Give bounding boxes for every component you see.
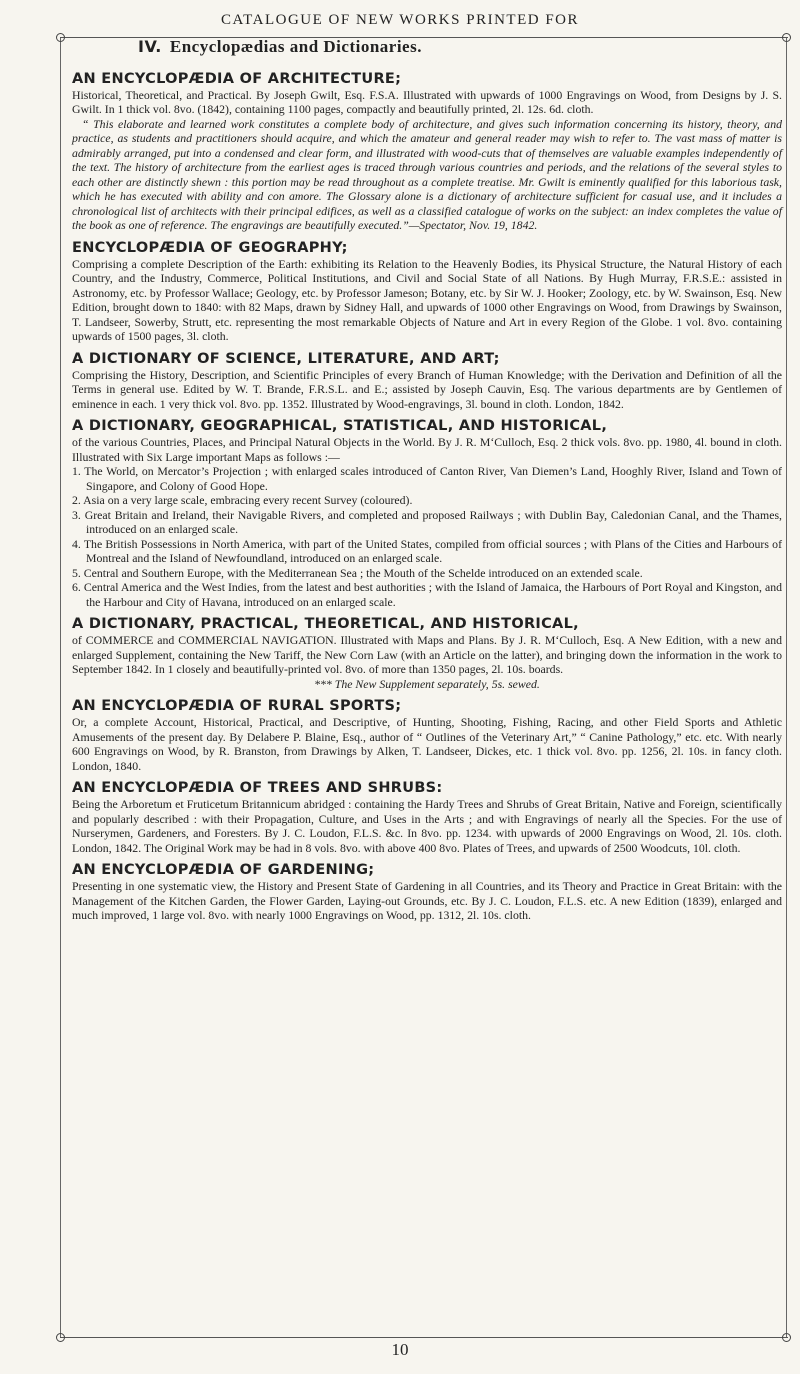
list-item: 5. Central and Southern Europe, with the Mediterranean Sea ; the Mouth of the Schelde introduced on an extended scale. <box>72 565 643 580</box>
entry-title: A DICTIONARY, PRACTICAL, THEORETICAL, AND HISTORICAL, <box>72 616 579 632</box>
corner-ornament <box>56 33 65 42</box>
entry-body: Being the Arboretum et Fruticetum Britannicum abridged : containing the Hardy Trees and Shrubs of Great Britain, Native and Foreign, scientifically and popularly described : with their Propagation, Culture, and Uses in the Arts ; and with Engravings of nearly all the Species. For the use of Nurserymen, Gardeners, and Foresters. By J. C. Loudon, F.L.S. &c. In 8vo. pp. 1234. with upwards of 2000 Engravings on Wood, 2l. 10s. cloth. London, 1842. The Original Work may be had in 8 vols. 8vo. with above 400 8vo. Plates of Trees, and upwards of 2500 Woodcuts, 10l. cloth. <box>72 797 782 855</box>
bottom-rule <box>60 1337 788 1338</box>
catalogue-content <box>72 37 782 930</box>
entry-title: AN ENCYCLOPÆDIA OF RURAL SPORTS; <box>72 698 402 714</box>
catalogue-entry <box>72 240 782 344</box>
map-list <box>72 464 782 609</box>
catalogue-entry <box>72 698 782 773</box>
entry-note: *** The New Supplement separately, 5s. sewed. <box>314 676 540 691</box>
entry-body: Comprising a complete Description of the Earth: exhibiting its Relation to the Heavenly Bodies, its Physical Structure, the Natural History of each Country, and the Industry, Commerce, Political Institutions, and Civil and Social State of all Nations. By Hugh Murray, F.R.S.E.: assisted in Astronomy, etc. by Professor Wallace; Geology, etc. by Professor Jameson; Botany, etc. by Sir W. J. Hooker; Zoology, etc. by W. Swainson, Esq. New Edition, brought down to 1840: with 82 Maps, drawn by Sidney Hall, and upwards of 1000 other Engravings on Wood, from Drawings by Swainson, T. Landseer, Sowerby, Strutt, etc. representing the most remarkable Objects of Nature and Art in every Region of the Globe. 1 vol. 8vo. containing upwards of 1500 pages, 3l. cloth. <box>72 256 782 343</box>
entry-body: Historical, Theoretical, and Practical. By Joseph Gwilt, Esq. F.S.A. Illustrated with upwards of 1000 Engravings on Wood, from Designs by J. S. Gwilt. In 1 thick vol. 8vo. (1842), containing 1100 pages, compactly and beautifully printed, 2l. 12s. 6d. cloth. <box>72 87 782 116</box>
catalogue-entry <box>72 862 782 923</box>
entry-review-quote: “ This elaborate and learned work constitutes a complete body of architecture, and gives such information concerning its history, theory, and practice, as students and practitioners should acquire, and which the amateur and general reader may wish to refer to. The vast mass of matter is admirably arranged, put into a condensed and clear form, and illustrated with wood-cuts that of themselves are valuable examples independently of the text. The history of architecture from the earliest ages is traced through various countries and periods, and the relations of the several styles to each other are distinctly shewn : this portion may be read throughout as a complete treatise. Mr. Gwilt is eminently qualified for this laborious task, which he has executed with ability and con amore. The Glossary alone is a dictionary of architecture sufficient for casual use, and it includes a chronological list of architects with their principal edifices, as well as a classified catalogue of works on the subject: an index completes the value of the book as one of reference. The engravings are beautifully executed.”—Spectator, Nov. 19, 1842. <box>72 116 782 232</box>
section-heading <box>138 37 782 56</box>
catalogue-entry <box>72 418 782 609</box>
catalogue-entry <box>72 71 782 233</box>
entry-title: ENCYCLOPÆDIA OF GEOGRAPHY; <box>72 239 348 256</box>
running-header: CATALOGUE OF NEW WORKS PRINTED FOR <box>220 12 579 28</box>
entry-title: A DICTIONARY, GEOGRAPHICAL, STATISTICAL, AND HISTORICAL, <box>72 418 608 434</box>
entry-body: Or, a complete Account, Historical, Practical, and Descriptive, of Hunting, Shooting, Fishing, Racing, and other Field Sports and Athletic Amusements of the present day. By Delabere P. Blaine, Esq., author of “ Outlines of the Veterinary Art,” “ Canine Pathology,” etc. etc. With nearly 600 Engravings on Wood, by R. Branston, from Drawings by Alken, T. Landseer, Dickes, etc. 1 thick vol. 8vo. pp. 1256, 2l. 10s. in fancy cloth. London, 1840. <box>72 715 782 773</box>
catalogue-entry <box>72 780 782 855</box>
entry-title: AN ENCYCLOPÆDIA OF TREES AND SHRUBS: <box>72 780 443 796</box>
corner-ornament <box>782 33 791 42</box>
entry-body: of the various Countries, Places, and Principal Natural Objects in the World. By J. R. M‘Culloch, Esq. 2 thick vols. 8vo. pp. 1980, 4l. bound in cloth. Illustrated with Six Large important Maps as follows :— <box>72 435 782 464</box>
section-title: Encyclopædias and Dictionaries. <box>169 37 422 56</box>
left-border <box>60 38 61 1337</box>
entry-body: Comprising the History, Description, and Scientific Principles of every Branch of Human Knowledge; with the Derivation and Definition of all the Terms in general use. Edited by W. T. Brande, F.R.S.L. and E.; assisted by Joseph Cauvin, Esq. The various departments are by Gentlemen of eminence in each. 1 very thick vol. 8vo. pp. 1352. Illustrated by Wood-engravings, 3l. bound in cloth. London, 1842. <box>72 367 782 411</box>
entry-body: Presenting in one systematic view, the History and Present State of Gardening in all Countries, and its Theory and Practice in Great Britain: with the Management of the Kitchen Garden, the Flower Garden, Laying-out Grounds, etc. By J. C. Loudon, F.L.S. etc. A new Edition (1839), enlarged and much improved, 1 large vol. 8vo. with nearly 1000 Engravings on Wood, pp. 1312, 2l. 10s. cloth. <box>72 879 782 922</box>
list-item: 1. The World, on Mercator’s Projection ; with enlarged scales introduced of Canton River, Van Diemen’s Land, Hooghly River, Island and Town of Singapore, and Colony of Good Hope. <box>72 464 782 493</box>
list-item: 2. Asia on a very large scale, embracing every recent Survey (coloured). <box>72 493 413 507</box>
catalogue-entry <box>72 616 782 691</box>
entry-title: AN ENCYCLOPÆDIA OF GARDENING; <box>72 862 375 878</box>
list-item: 4. The British Possessions in North America, with part of the United States, compiled from official sources ; with Plans of the Cities and Harbours of Montreal and the Island of Newfoundland, introduced on an enlarged scale. <box>72 536 782 565</box>
right-border <box>786 38 787 1337</box>
list-item: 6. Central America and the West Indies, from the latest and best authorities ; with the Island of Jamaica, the Harbours of Port Royal and Kingston, and the Harbour and City of Havana, introduced on an enlarged scale. <box>72 580 782 609</box>
page-number: 10 <box>391 1340 409 1359</box>
entry-title: A DICTIONARY OF SCIENCE, LITERATURE, AND ART; <box>72 350 500 367</box>
catalogue-entry <box>72 351 782 412</box>
entry-title: AN ENCYCLOPÆDIA OF ARCHITECTURE; <box>72 70 402 87</box>
list-item: 3. Great Britain and Ireland, their Navigable Rivers, and completed and proposed Railways ; with Dublin Bay, Caledonian Canal, and the Thames, introduced on an enlarged scale. <box>72 507 782 536</box>
entry-body: of COMMERCE and COMMERCIAL NAVIGATION. Illustrated with Maps and Plans. By J. R. M‘Culloch, Esq. A New Edition, with a new and enlarged Supplement, containing the New Tariff, the New Corn Law (with an Article on the latter), and bringing down the information in the work to September 1842. In 1 closely and beautifully-printed vol. 8vo. of more than 1350 pages, 2l. 10s. boards. <box>72 633 782 676</box>
section-number: IV. <box>138 37 162 56</box>
